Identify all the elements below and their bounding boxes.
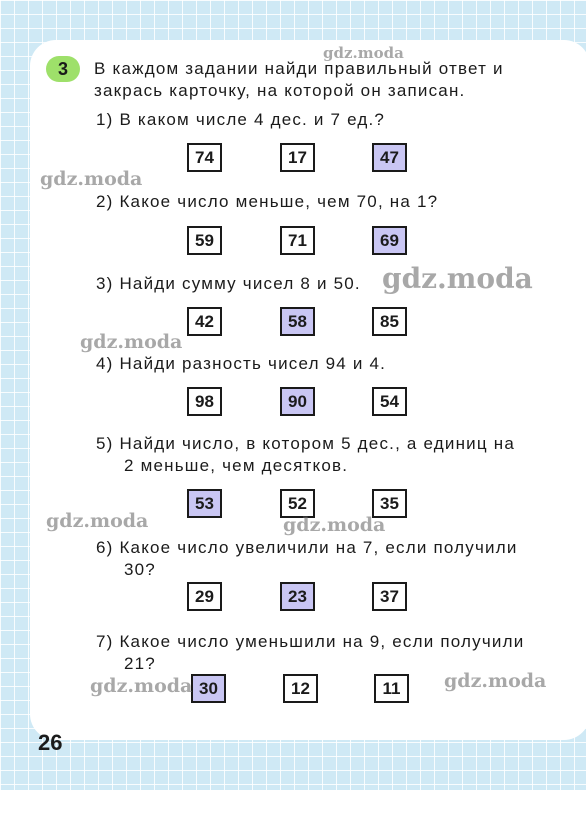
answer-card-2-a[interactable]: 59 <box>187 226 222 255</box>
question-4-text: 4) Найди разность чисел 94 и 4. <box>96 354 387 373</box>
question-1-text: 1) В каком числе 4 дес. и 7 ед.? <box>96 110 386 129</box>
watermark: gdz.moda <box>323 44 404 62</box>
watermark: gdz.moda <box>90 675 193 697</box>
question-5-text-line-2: 2 меньше, чем десятков. <box>124 456 349 475</box>
answer-card-4-c[interactable]: 54 <box>372 387 407 416</box>
watermark: gdz.moda <box>382 262 533 295</box>
answer-card-1-b[interactable]: 17 <box>280 143 315 172</box>
question-3-text: 3) Найди сумму чисел 8 и 50. <box>96 274 361 293</box>
task-number-badge: 3 <box>46 56 80 82</box>
question-7-text-line-1: 7) Какое число уменьшили на 9, если получили <box>96 632 525 651</box>
answer-card-7-c[interactable]: 11 <box>374 674 409 703</box>
answer-card-4-a[interactable]: 98 <box>187 387 222 416</box>
answer-card-4-b-selected[interactable]: 90 <box>280 387 315 416</box>
answer-card-6-a[interactable]: 29 <box>187 582 222 611</box>
watermark: gdz.moda <box>46 510 149 532</box>
answer-card-5-b[interactable]: 52 <box>280 489 315 518</box>
question-5-text-line-1: 5) Найди число, в котором 5 дес., а единиц на <box>96 434 515 453</box>
answer-card-2-c-selected[interactable]: 69 <box>372 226 407 255</box>
task-intro-line-1: В каждом задании найди правильный ответ и <box>94 59 504 78</box>
question-7-text-line-2: 21? <box>124 654 156 673</box>
answer-card-5-a-selected[interactable]: 53 <box>187 489 222 518</box>
task-intro-line-2: закрась карточку, на которой он записан. <box>94 81 466 100</box>
answer-card-7-a-selected[interactable]: 30 <box>191 674 226 703</box>
question-2-text: 2) Какое число меньше, чем 70, на 1? <box>96 192 439 211</box>
answer-card-3-b-selected[interactable]: 58 <box>280 307 315 336</box>
answer-card-7-b[interactable]: 12 <box>283 674 318 703</box>
answer-card-6-b-selected[interactable]: 23 <box>280 582 315 611</box>
answer-card-6-c[interactable]: 37 <box>372 582 407 611</box>
answer-card-2-b[interactable]: 71 <box>280 226 315 255</box>
answer-card-1-a[interactable]: 74 <box>187 143 222 172</box>
watermark: gdz.moda <box>40 168 143 190</box>
page-number: 26 <box>38 730 63 755</box>
question-6-text-line-1: 6) Какое число увеличили на 7, если получили <box>96 538 518 557</box>
watermark: gdz.moda <box>80 331 183 353</box>
watermark: gdz.moda <box>444 670 547 692</box>
answer-card-3-a[interactable]: 42 <box>187 307 222 336</box>
answer-card-3-c[interactable]: 85 <box>372 307 407 336</box>
answer-card-5-c[interactable]: 35 <box>372 489 407 518</box>
answer-card-1-c-selected[interactable]: 47 <box>372 143 407 172</box>
watermark: gdz.moda <box>283 514 386 536</box>
question-6-text-line-2: 30? <box>124 560 156 579</box>
